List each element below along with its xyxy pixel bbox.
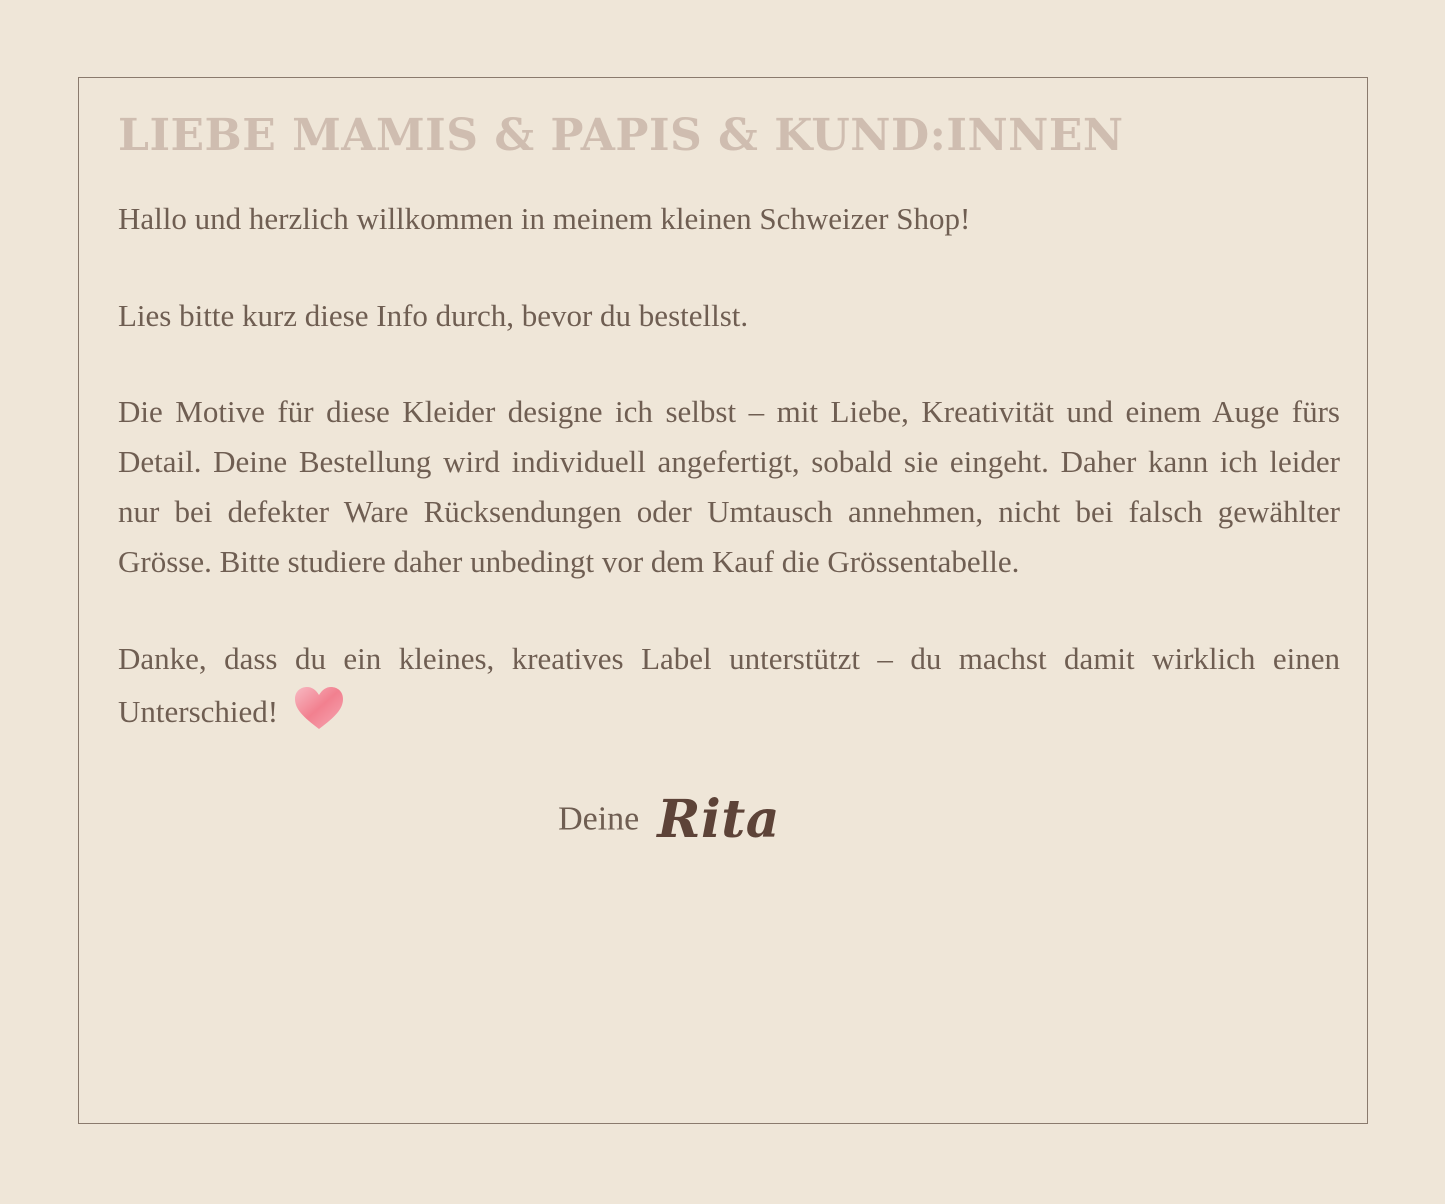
signature-name: Rita — [657, 789, 780, 851]
thanks-text: Danke, dass du ein kleines, kreatives Label unterstützt – du machst damit wirklich einen Unterschied! — [118, 640, 1340, 729]
notice-paragraph: Lies bitte kurz diese Info durch, bevor du bestellst. — [118, 297, 749, 333]
signature-prefix: Deine — [558, 800, 640, 838]
thanks-paragraph — [118, 634, 1340, 737]
intro-paragraph: Hallo und herzlich willkommen in meinem kleinen Schweizer Shop! — [118, 201, 971, 237]
heart-icon — [292, 684, 346, 732]
policy-paragraph: Die Motive für diese Kleider designe ich selbst – mit Liebe, Kreativität und einem Auge fürs Detail. Deine Bestellung wird individuell angefertigt, sobald sie eingeht. Daher kann ich leider nur bei defekter Ware Rücksendungen oder Umtausch annehmen, nicht bei falsch gewählter Grösse. Bitte studiere daher unbedingt vor dem Kauf die Grössentabelle. — [118, 393, 1340, 580]
card-content — [118, 112, 1340, 850]
page-title: LIEBE MAMIS & PAPIS & KUND:INNEN — [118, 110, 1124, 161]
signature-block — [118, 789, 1340, 850]
